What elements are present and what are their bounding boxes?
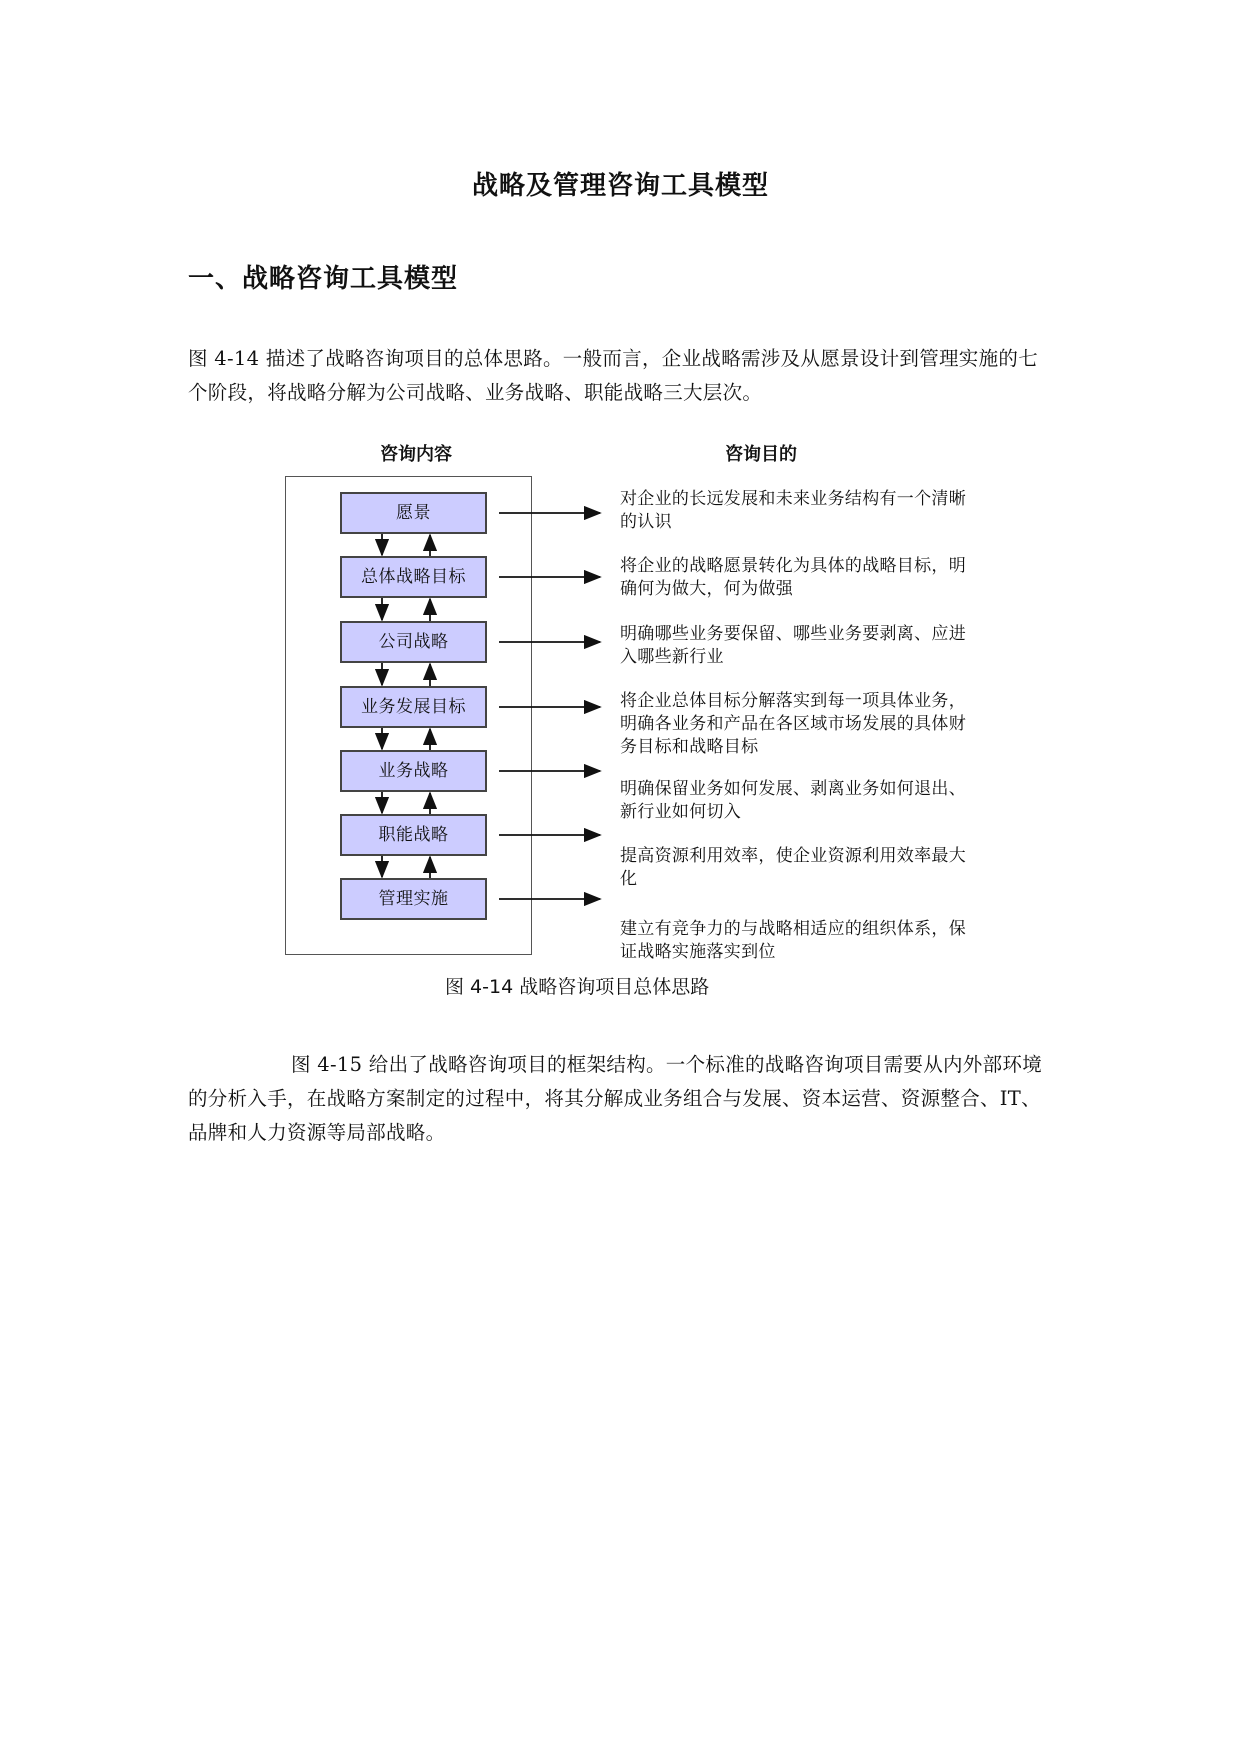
stage-box-implementation: 管理实施 [340, 878, 487, 920]
purpose-business-goal: 将企业总体目标分解落实到每一项具体业务，明确各业务和产品在各区域市场发展的具体财务目标和战略目标 [620, 691, 966, 757]
page-title: 战略及管理咨询工具模型 [471, 171, 769, 201]
stage-box-functional-strategy: 职能战略 [340, 814, 487, 856]
purpose-business-strategy: 明确保留业务如何发展、剥离业务如何退出、新行业如何切入 [620, 779, 966, 822]
stage-box-vision: 愿景 [340, 492, 487, 534]
paragraph-intro: 图 4-14 描述了战略咨询项目的总体思路。一般而言，企业战略需涉及从愿景设计到管理实施的七个阶段，将战略分解为公司战略、业务战略、职能战略三大层次。 [188, 347, 1039, 404]
stage-box-overall-goal: 总体战略目标 [340, 556, 487, 598]
figure-caption: 图 4-14 战略咨询项目总体思路 [445, 976, 710, 998]
stage-box-corporate-strategy: 公司战略 [340, 621, 487, 663]
purpose-vision: 对企业的长远发展和未来业务结构有一个清晰的认识 [620, 489, 966, 532]
stage-box-business-goal: 业务发展目标 [340, 686, 487, 728]
paragraph-framework: 图 4-15 给出了战略咨询项目的框架结构。一个标准的战略咨询项目需要从内外部环境的分析入手，在战略方案制定的过程中，将其分解成业务组合与发展、资本运营、资源整合、IT、品牌和人力资源等局部战略。 [188, 1053, 1043, 1144]
purpose-overall-goal: 将企业的战略愿景转化为具体的战略目标，明确何为做大，何为做强 [620, 556, 966, 599]
purpose-functional-strategy: 提高资源利用效率，使企业资源利用效率最大化 [620, 846, 966, 889]
section-heading: 一、战略咨询工具模型 [188, 264, 459, 294]
column-heading-content: 咨询内容 [380, 444, 452, 465]
stage-box-business-strategy: 业务战略 [340, 750, 487, 792]
purpose-implementation: 建立有竞争力的与战略相适应的组织体系，保证战略实施落实到位 [620, 919, 966, 962]
strategy-consulting-diagram [280, 440, 980, 1020]
column-heading-purpose: 咨询目的 [725, 444, 797, 465]
purpose-corporate-strategy: 明确哪些业务要保留、哪些业务要剥离、应进入哪些新行业 [620, 624, 966, 667]
